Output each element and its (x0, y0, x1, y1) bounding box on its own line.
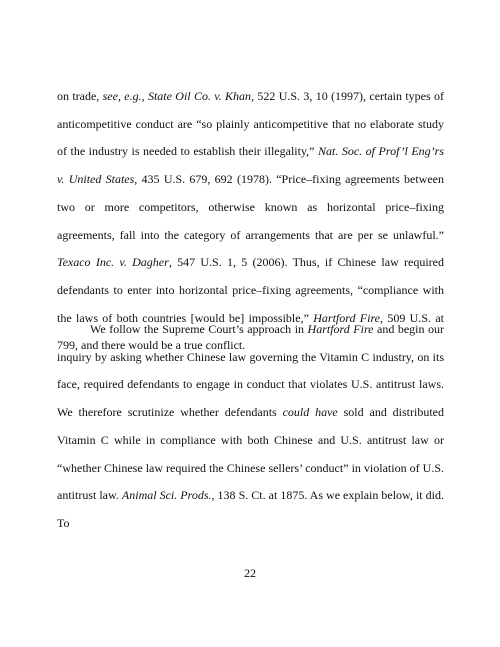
body-text-run: , 509 U.S. at 799, and there would be a true conflict. (57, 310, 444, 353)
body-text-run: , 522 U.S. 3, 10 (1997), certain types of anticompetitive conduct are “so plainly anticompetitive that no elaborate study of the industry is needed to establish their illegality,” (57, 89, 444, 159)
body-text-run: , 138 S. Ct. at 1875. As we explain below, it did. To (57, 488, 444, 530)
italic-citation-text: see, e.g. (102, 89, 142, 103)
body-text-run: , 435 U.S. 679, 692 (1978). “Price–fixing agreements between two or more competitors, otherwise known as horizontal price–fixing agreements, fall into the category of arrangements that are per se unlawful.” (57, 172, 444, 242)
italic-citation-text: State Oil Co. v. Khan (147, 89, 252, 103)
paragraph-2 (57, 316, 444, 538)
body-text-run: We follow the Supreme Court’s approach in (90, 322, 308, 336)
italic-citation-text: Animal Sci. Prods. (121, 488, 212, 503)
body-text-run: , 547 U.S. 1, 5 (2006). Thus, if Chinese law required defendants to enter into horizontal price–fixing agreements, “compliance with the laws of both countries [would be] impossible,” (57, 255, 444, 325)
page-number: 22 (244, 566, 256, 580)
body-text-run: and begin our inquiry by asking whether Chinese law governing the Vitamin C industry, on its face, required defendants to engage in conduct that violates U.S. antitrust laws. We therefore scrutinize whether defendants (57, 322, 445, 420)
body-text-run: on trade, (57, 89, 103, 103)
italic-citation-text: Hartford Fire (307, 322, 374, 336)
italic-citation-text: Texaco Inc. v. Dagher (57, 255, 169, 270)
italic-citation-text: Nat. Soc. of Prof’l Eng’rs v. United States (57, 144, 445, 187)
italic-citation-text: could have (282, 405, 338, 420)
body-text-run: , (141, 89, 148, 103)
body-text-run: sold and distributed Vitamin C while in compliance with both Chinese and U.S. antitrust law or “whether Chinese law required the Chinese sellers’ conduct” in violation of U.S. antitrust law. (57, 405, 445, 503)
italic-citation-text: Hartford Fire (313, 310, 381, 325)
